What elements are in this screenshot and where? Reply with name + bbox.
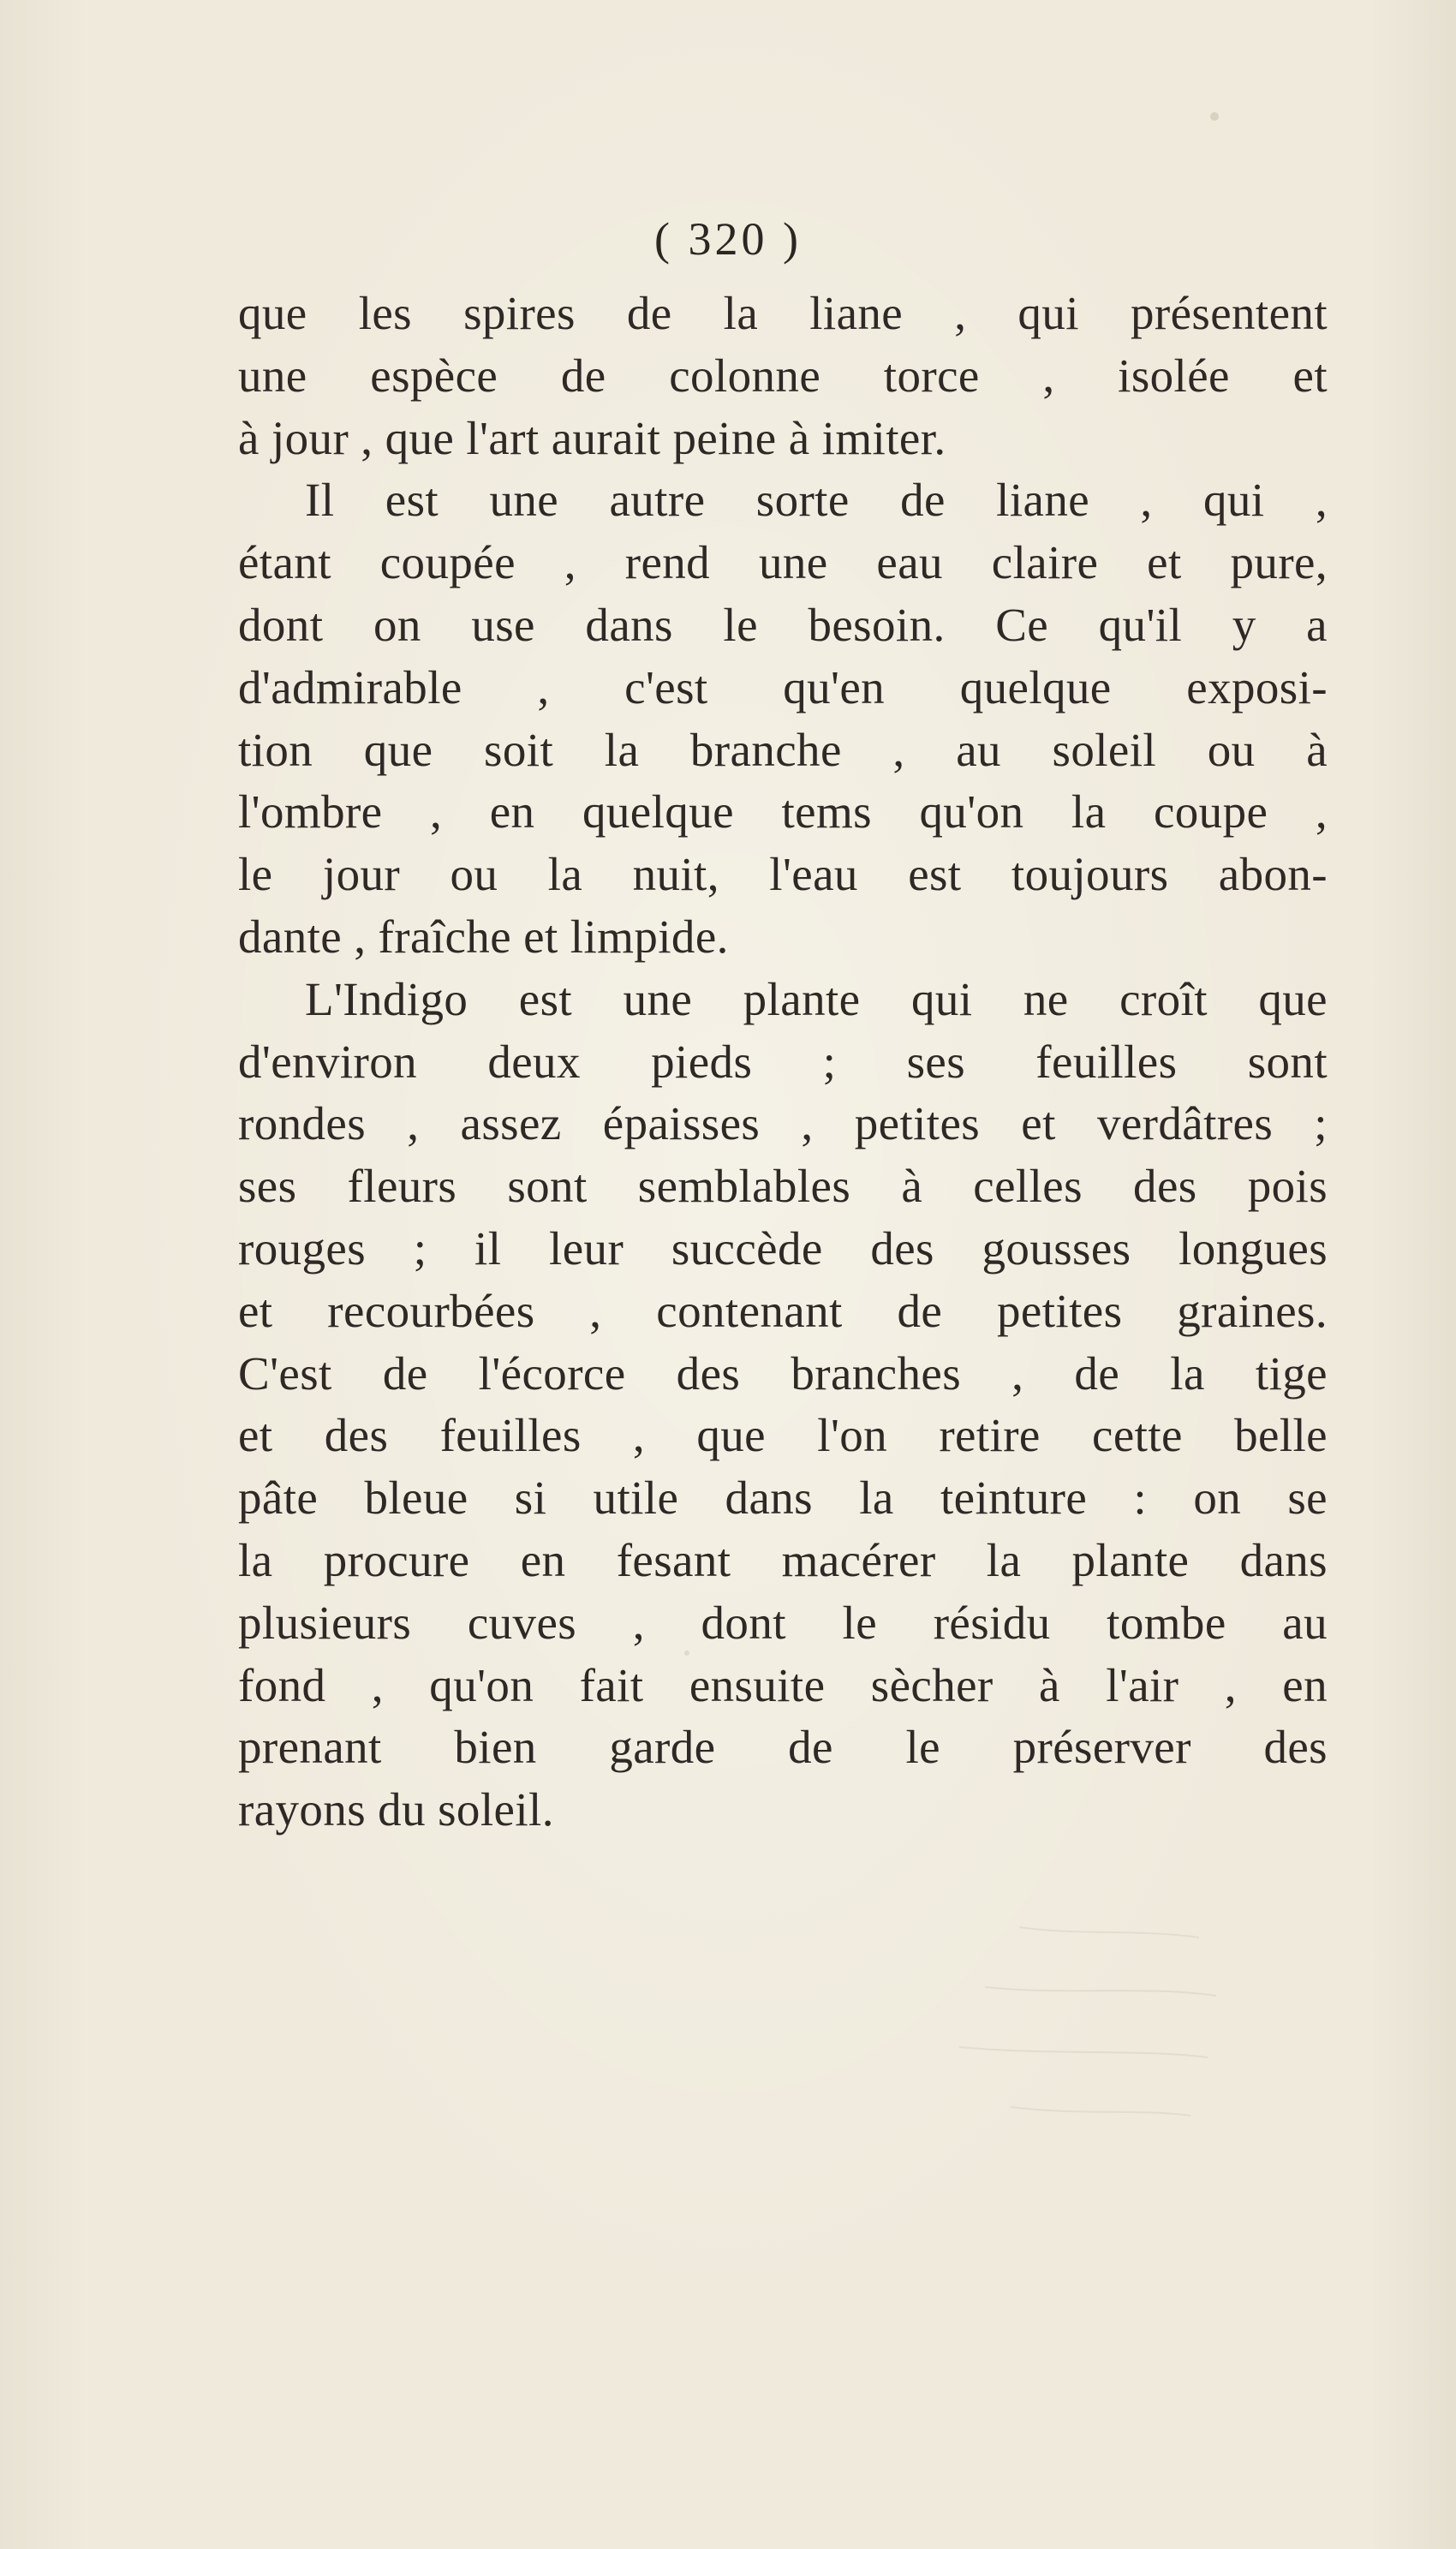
text-line: L'Indigo est une plante qui ne croît que: [305, 972, 1328, 1025]
text-line: d'admirable , c'est qu'en quelque exposi-: [238, 660, 1328, 713]
text-line: rouges ; il leur succède des gousses longues: [238, 1221, 1328, 1274]
text-line: plusieurs cuves , dont le résidu tombe au: [238, 1596, 1328, 1649]
text-line: tion que soit la branche , au soleil ou à: [238, 723, 1328, 776]
page-number: ( 320 ): [654, 213, 802, 265]
text-line: pâte bleue si utile dans la teinture : on se: [238, 1471, 1328, 1525]
text-line: étant coupée , rend une eau claire et pure,: [238, 536, 1328, 589]
text-line: d'environ deux pieds ; ses feuilles sont: [238, 1035, 1328, 1088]
text-line: rondes , assez épaisses , petites et verdâtres ;: [238, 1097, 1328, 1150]
text-line: Il est une autre sorte de liane , qui ,: [305, 474, 1328, 527]
text-line: ses fleurs sont semblables à celles des pois: [238, 1160, 1328, 1213]
text-line: prenant bien garde de le préserver des: [238, 1721, 1328, 1774]
text-line: et recourbées , contenant de petites graines.: [238, 1284, 1328, 1337]
text-line: dont on use dans le besoin. Ce qu'il y a: [238, 598, 1328, 651]
text-line: à jour , que l'art aurait peine à imiter.: [238, 411, 946, 464]
text-line: fond , qu'on fait ensuite sècher à l'air , en: [238, 1658, 1328, 1711]
text-line: que les spires de la liane , qui présentent: [238, 287, 1328, 339]
text-line: une espèce de colonne torce , isolée et: [238, 349, 1328, 402]
text-line: et des feuilles , que l'on retire cette belle: [238, 1409, 1328, 1462]
text-line: dante , fraîche et limpide.: [238, 910, 729, 963]
text-line: rayons du soleil.: [238, 1783, 554, 1836]
text-line: C'est de l'écorce des branches , de la tige: [238, 1346, 1328, 1400]
text-line: le jour ou la nuit, l'eau est toujours abon-: [238, 848, 1328, 901]
text-line: l'ombre , en quelque tems qu'on la coupe ,: [238, 785, 1328, 839]
body-text: [238, 283, 1328, 1842]
text-line: la procure en fesant macérer la plante dans: [238, 1533, 1328, 1586]
